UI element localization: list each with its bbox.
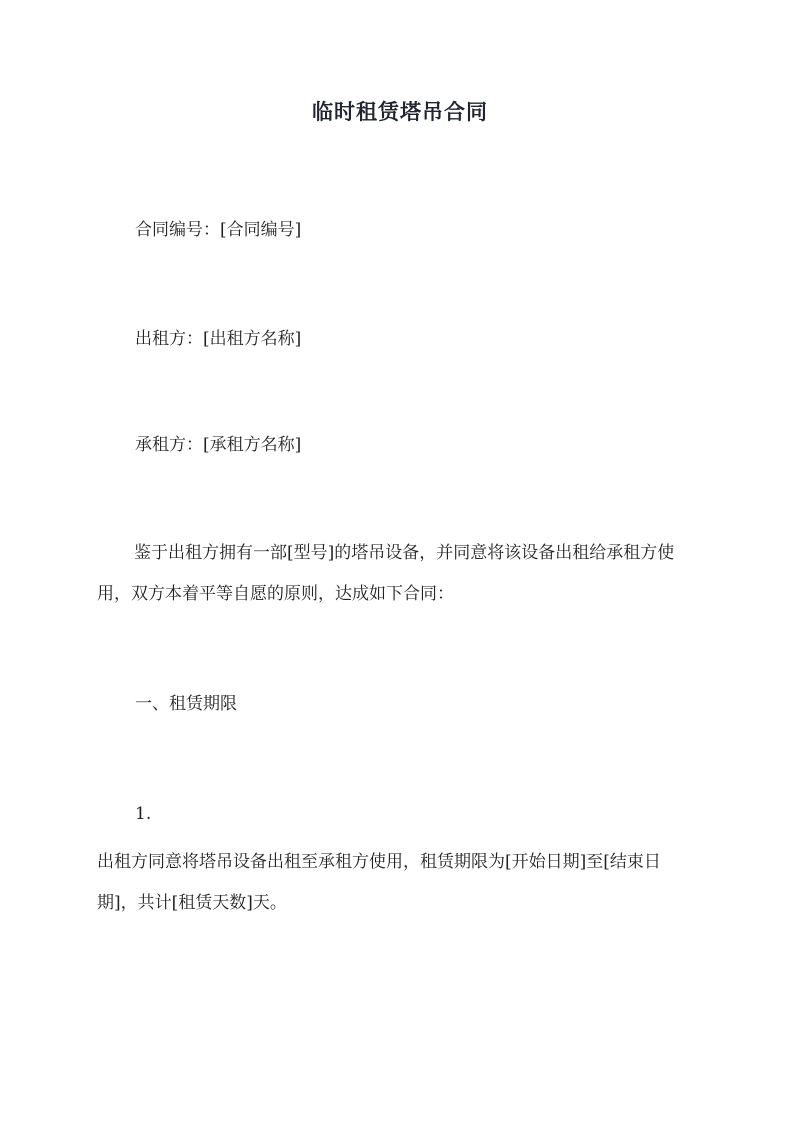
contract-number: 合同编号：[合同编号] — [135, 220, 302, 240]
lessee-line: 承租方：[承租方名称] — [135, 435, 302, 455]
lessor-line: 出租方：[出租方名称] — [135, 329, 302, 349]
document-title: 临时租赁塔吊合同 — [312, 99, 488, 124]
section-heading-term: 一、租赁期限 — [135, 694, 237, 714]
preamble-paragraph: 鉴于出租方拥有一部[型号]的塔吊设备，并同意将该设备出租给承租方使用，双方本着平等自愿的原则，达成如下合同： — [97, 543, 675, 604]
item-paragraph: 出租方同意将塔吊设备出租至承租方使用，租赁期限为[开始日期]至[结束日期]，共计[租赁天数]天。 — [97, 852, 661, 913]
item-number: 1. — [135, 804, 152, 824]
